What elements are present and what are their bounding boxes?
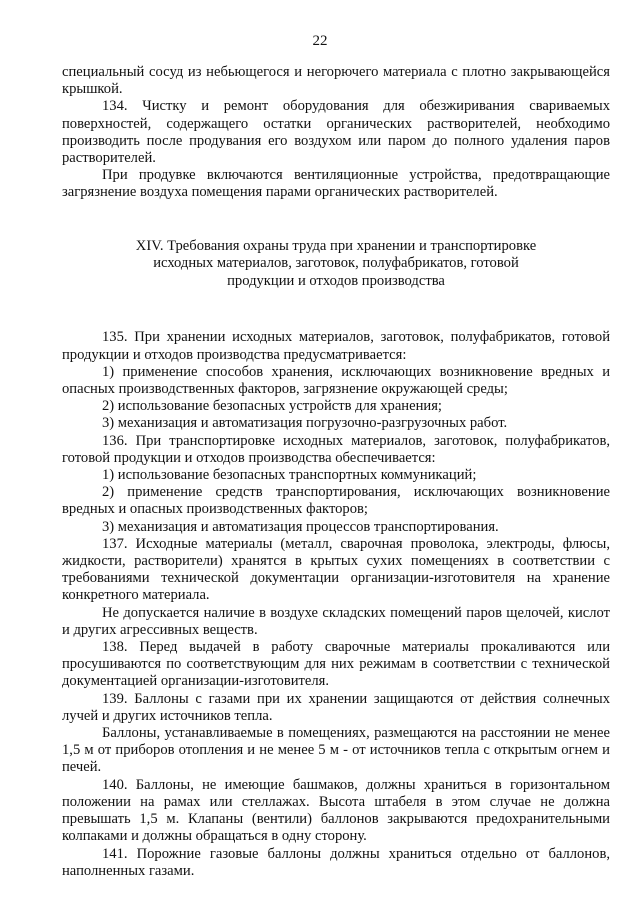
section-heading-line-2: исходных материалов, заготовок, полуфабрикатов, готовой xyxy=(153,255,519,272)
paragraph-141: 141. Порожние газовые баллоны должны храниться отдельно от баллонов, наполненных газами. xyxy=(62,845,610,879)
paragraph-139-note: Баллоны, устанавливаемые в помещениях, размещаются на расстоянии не менее 1,5 м от приборов отопления и не менее 5 м - от источников тепла с открытым огнем и печей. xyxy=(62,725,610,776)
list-item-136-2: 2) применение средств транспортирования, исключающих возникновение вредных и опасных производственных факторов; xyxy=(62,484,610,518)
section-heading-line-3: продукции и отходов производства xyxy=(227,272,445,289)
paragraph-137: 137. Исходные материалы (металл, сварочная проволока, электроды, флюсы, жидкости, растворители) хранятся в крытых сухих помещениях в соответствии с требованиями технической документации организации-изготовителя на хранение конкретного материала. xyxy=(62,535,610,604)
document-body xyxy=(62,64,610,880)
list-item-136-3: 3) механизация и автоматизация процессов транспортирования. xyxy=(102,518,499,535)
paragraph-continuation: специальный сосуд из небьющегося и негорючего материала с плотно закрывающейся крышкой. xyxy=(62,64,610,98)
paragraph-140: 140. Баллоны, не имеющие башмаков, должны храниться в горизонтальном положении на рамах или стеллажах. Высота штабеля в этом случае не должна превышать 1,5 м. Клапаны (вентили) баллонов закрываются предохранительными колпаками и должны обращаться в одну сторону. xyxy=(62,776,610,845)
paragraph-134: 134. Чистку и ремонт оборудования для обезжиривания свариваемых поверхностей, содержащего остатки органических растворителей, необходимо производить после продувания его воздухом или паром до полного удаления паров растворителей. xyxy=(62,98,610,167)
list-item-135-3: 3) механизация и автоматизация погрузочно-разгрузочных работ. xyxy=(102,415,508,432)
paragraph-137-note: Не допускается наличие в воздухе складских помещений паров щелочей, кислот и других агрессивных веществ. xyxy=(62,604,610,638)
paragraph-135: 135. При хранении исходных материалов, заготовок, полуфабрикатов, готовой продукции и отходов производства предусматривается: xyxy=(62,329,610,363)
page-number: 22 xyxy=(312,33,328,49)
list-item-135-2: 2) использование безопасных устройств для хранения; xyxy=(102,398,442,415)
list-item-135-1: 1) применение способов хранения, исключающих возникновение вредных и опасных производственных факторов, загрязнение окружающей среды; xyxy=(62,363,610,398)
paragraph-ventilation: При продувке включаются вентиляционные устройства, предотвращающие загрязнение воздуха помещения парами органических растворителей. xyxy=(62,167,610,201)
section-heading xyxy=(62,238,610,291)
paragraph-136: 136. При транспортировке исходных материалов, заготовок, полуфабрикатов, готовой продукции и отходов производства обеспечивается: xyxy=(62,432,610,466)
list-item-136-1: 1) использование безопасных транспортных коммуникаций; xyxy=(102,467,477,484)
paragraph-138: 138. Перед выдачей в работу сварочные материалы прокаливаются или просушиваются по соответствующим для них режимам в соответствии с технической документацией организации-изготовителя. xyxy=(62,639,610,690)
section-heading-line-1: XIV. Требования охраны труда при хранении и транспортировке xyxy=(135,237,537,254)
paragraph-139: 139. Баллоны с газами при их хранении защищаются от действия солнечных лучей и других источников тепла. xyxy=(62,690,610,724)
